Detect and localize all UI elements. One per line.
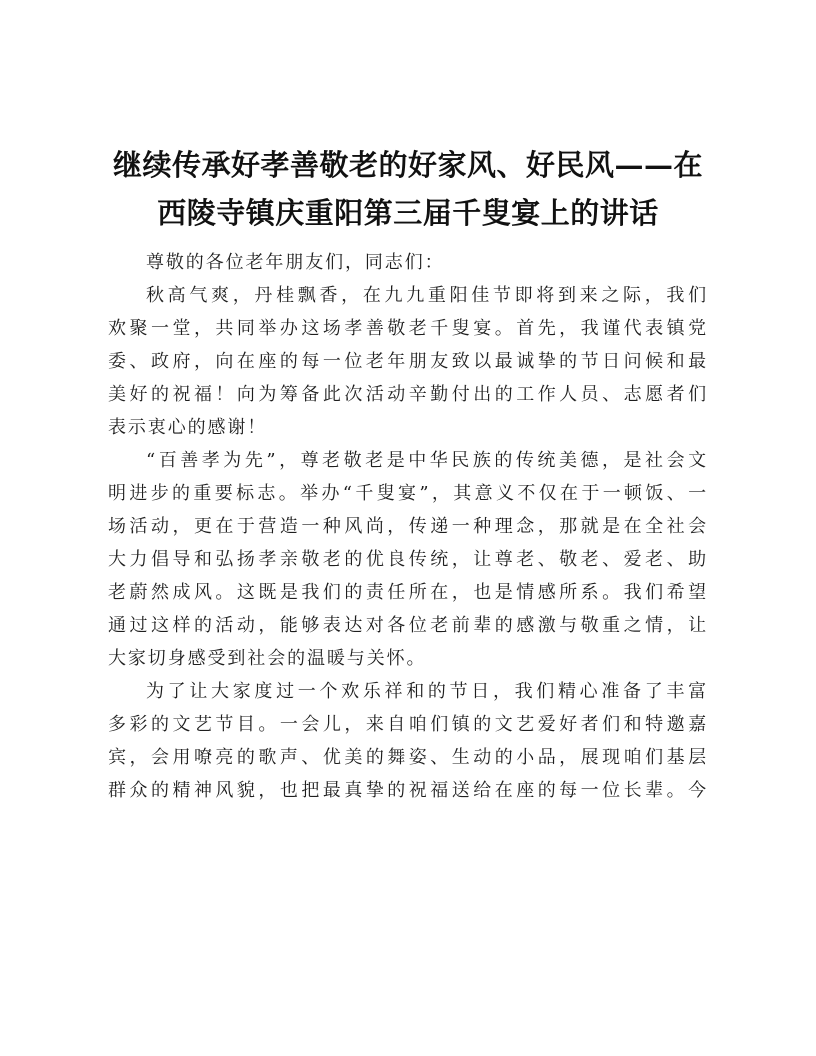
paragraph-tradition <box>108 444 708 675</box>
paragraph-program <box>108 675 708 807</box>
text-line: 欢聚一堂，共同举办这场孝善敬老千叟宴。首先，我谨代表镇党 <box>108 318 708 339</box>
text-line: 尊敬的各位老年朋友们，同志们： <box>146 252 445 273</box>
text-line: 为了让大家度过一个欢乐祥和的节日，我们精心准备了丰富 <box>146 681 708 702</box>
text-line: 委、政府，向在座的每一位老年朋友致以最诚挚的节日问候和最 <box>108 351 708 372</box>
text-line: 通过这样的活动，能够表达对各位老前辈的感激与敬重之情，让 <box>108 615 708 636</box>
text-line: 多彩的文艺节目。一会儿，来自咱们镇的文艺爱好者们和特邀嘉 <box>108 714 708 735</box>
paragraph-opening <box>108 279 708 444</box>
text-line: 宾，会用嘹亮的歌声、优美的舞姿、生动的小品，展现咱们基层 <box>108 747 708 768</box>
text-line: 大力倡导和弘扬孝亲敬老的优良传统，让尊老、敬老、爱老、助 <box>108 549 708 570</box>
text-line: 美好的祝福！向为筹备此次活动辛勤付出的工作人员、志愿者们 <box>108 384 708 405</box>
text-line: 群众的精神风貌，也把最真挚的祝福送给在座的每一位长辈。今 <box>108 780 708 801</box>
text-line: 秋高气爽，丹桂飘香，在九九重阳佳节即将到来之际，我们 <box>146 285 708 306</box>
text-line: 表示衷心的感谢！ <box>108 417 268 438</box>
title-line-1: 继续传承好孝善敬老的好家风、好民风——在 <box>112 148 703 182</box>
title-line-2: 西陵寺镇庆重阳第三届千叟宴上的讲话 <box>157 196 659 230</box>
document-body <box>108 246 708 807</box>
text-line: 老蔚然成风。这既是我们的责任所在，也是情感所系。我们希望 <box>108 582 708 603</box>
text-line: 大家切身感受到社会的温暖与关怀。 <box>108 648 427 669</box>
text-line: “百善孝为先”，尊老敬老是中华民族的传统美德，是社会文 <box>146 450 708 471</box>
text-line: 明进步的重要标志。举办“千叟宴”，其意义不仅在于一顿饭、一 <box>108 483 708 504</box>
paragraph-salutation <box>108 246 708 279</box>
document-title <box>100 141 716 237</box>
text-line: 场活动，更在于营造一种风尚，传递一种理念，那就是在全社会 <box>108 516 708 537</box>
